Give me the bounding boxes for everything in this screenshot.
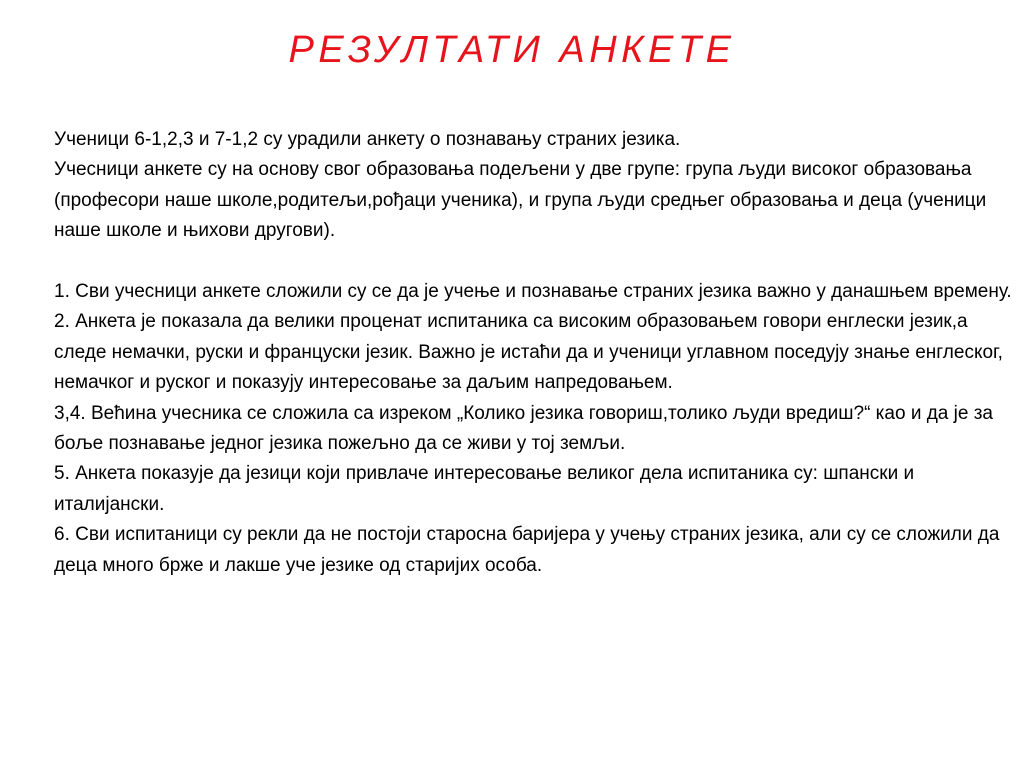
finding-item: 3,4. Већина учесника се сложила са изреком „Колико језика говориш,толико људи вредиш?“ као и да је за боље познавање једног језика пожељно да се живи у тој земљи. bbox=[54, 402, 993, 455]
intro-paragraph: Ученици 6-1,2,3 и 7-1,2 су урадили анкету о познавању страних језика. bbox=[54, 129, 681, 150]
paragraph-spacer bbox=[54, 247, 1016, 277]
finding-item: 6. Сви испитаници су рекли да не постоји старосна баријера у учењу страних језика, али су се сложили да деца много брже и лакше уче језике од старијих особа. bbox=[54, 524, 1000, 576]
slide-title: РЕЗУЛТАТИ АНКЕТЕ bbox=[288, 29, 736, 71]
intro-paragraph: Учесници анкете су на основу свог образовања подељени у две групе: група људи високог образовања (професори наше школе,родитељи,рођаци ученика), и група људи средњег образовања и деца (ученици наше школе и њихови другови). bbox=[54, 159, 987, 242]
finding-item: 2. Анкета је показала да велики проценат испитаника са високим образовањем говори енглески језик,а следе немачки, руски и француски језик. Важно је истаћи да и ученици углавном поседују знање енглеског, немачког и руског и показују интересовање за даљим напредовањем. bbox=[54, 311, 1003, 394]
slide-body bbox=[54, 125, 1016, 581]
finding-item: 1. Сви учесници анкете сложили су се да је учење и познавање страних језика важно у данашњем времену. bbox=[54, 281, 1012, 303]
finding-item: 5. Анкета показује да језици који привлаче интересовање великог дела испитаника су: шпански и италијански. bbox=[54, 463, 915, 515]
